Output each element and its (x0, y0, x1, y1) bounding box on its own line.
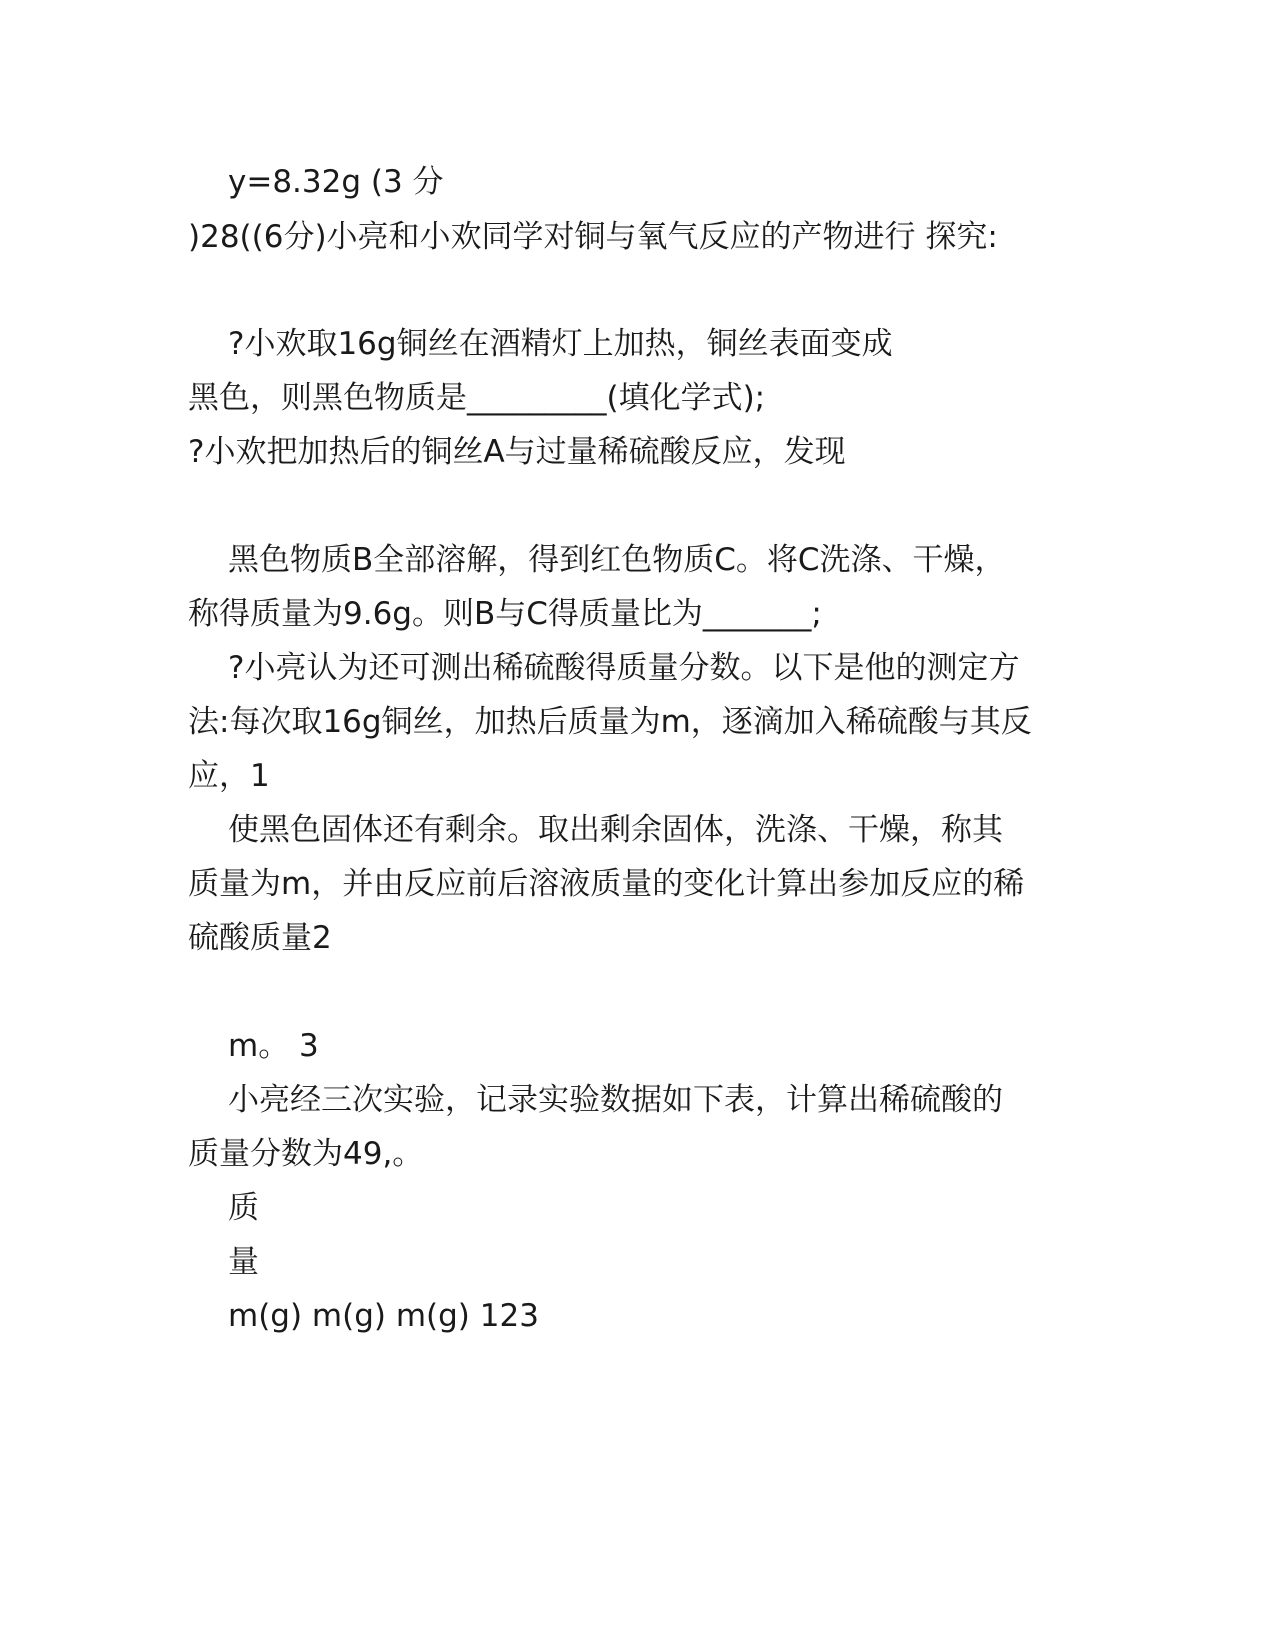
text-line: 质量分数为49,。 (188, 1136, 424, 1172)
text-line: ?小欢把加热后的铜丝A与过量稀硫酸反应，发现 (188, 434, 846, 470)
text-line: 称得质量为9.6g。则B与C得质量比为_______; (188, 596, 822, 632)
text-line: 质 (228, 1190, 259, 1226)
text-line: 黑色，则黑色物质是_________(填化学式); (188, 380, 766, 416)
text-line: 黑色物质B全部溶解，得到红色物质C。将C洗涤、干燥， (228, 542, 1006, 578)
text-line: 小亮经三次实验，记录实验数据如下表，计算出稀硫酸的 (228, 1082, 1003, 1118)
question-heading: )28((6分)小亮和小欢同学对铜与氧气反应的产物进行 探究: (188, 219, 998, 255)
text-line: 使黑色固体还有剩余。取出剩余固体，洗涤、干燥，称其 (228, 812, 1003, 848)
text-line: ?小亮认为还可测出稀硫酸得质量分数。以下是他的测定方 (228, 650, 1020, 686)
text-line: ?小欢取16g铜丝在酒精灯上加热，铜丝表面变成 (228, 326, 893, 362)
text-line: 量 (228, 1244, 259, 1280)
text-line: 硫酸质量2 (188, 920, 332, 956)
text-line: m。 3 (228, 1028, 319, 1064)
text-line: 质量为m，并由反应前后溶液质量的变化计算出参加反应的稀 (188, 866, 1025, 902)
table-header-line: m(g) m(g) m(g) 123 (228, 1298, 539, 1334)
text-line: 应，1 (188, 758, 270, 794)
text-line: y=8.32g (3 分 (228, 164, 444, 200)
text-line: 法:每次取16g铜丝，加热后质量为m，逐滴加入稀硫酸与其反 (188, 704, 1032, 740)
